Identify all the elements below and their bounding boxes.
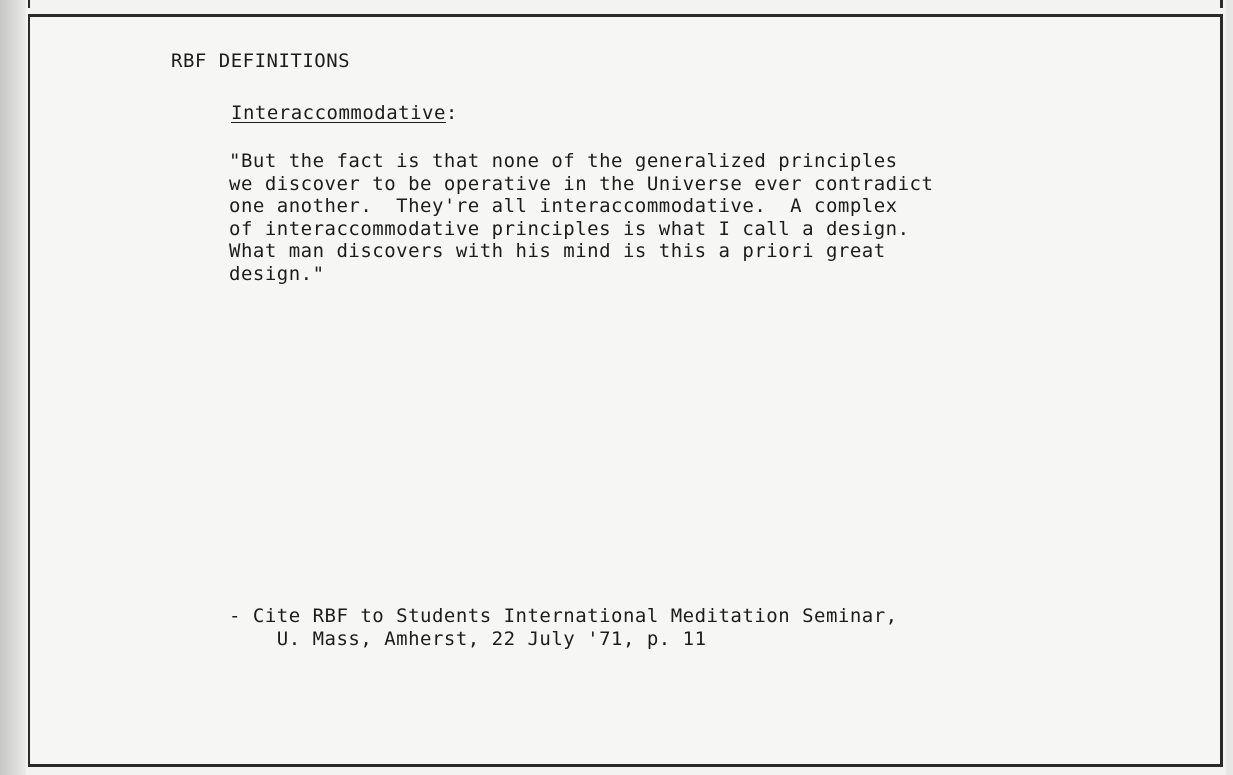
quote-line: What man discovers with his mind is this a priori great [229, 240, 886, 262]
quote-line: we discover to be operative in the Universe ever contradict [229, 172, 934, 195]
term-word: Interaccommodative [231, 102, 446, 124]
scan-right-edge [1226, 0, 1233, 775]
definition-card [28, 14, 1223, 767]
citation-line: U. Mass, Amherst, 22 July '71, p. 11 [229, 628, 707, 650]
quote-line: of interaccommodative principles is what I call a design. [229, 217, 910, 240]
quote-line: "But the fact is that none of the generalized principles [229, 150, 898, 172]
citation [229, 605, 898, 651]
citation-line: - Cite RBF to Students International Meditation Seminar, [229, 605, 898, 627]
definition-quote [229, 150, 1089, 285]
quote-line: one another. They're all interaccommodative. A complex [229, 195, 898, 217]
term-colon: : [445, 102, 458, 124]
definition-term [231, 102, 458, 124]
card-header: RBF DEFINITIONS [171, 50, 351, 72]
quote-line: design." [229, 262, 325, 285]
scan-left-shadow [0, 0, 26, 775]
previous-card-edge [28, 0, 1223, 8]
